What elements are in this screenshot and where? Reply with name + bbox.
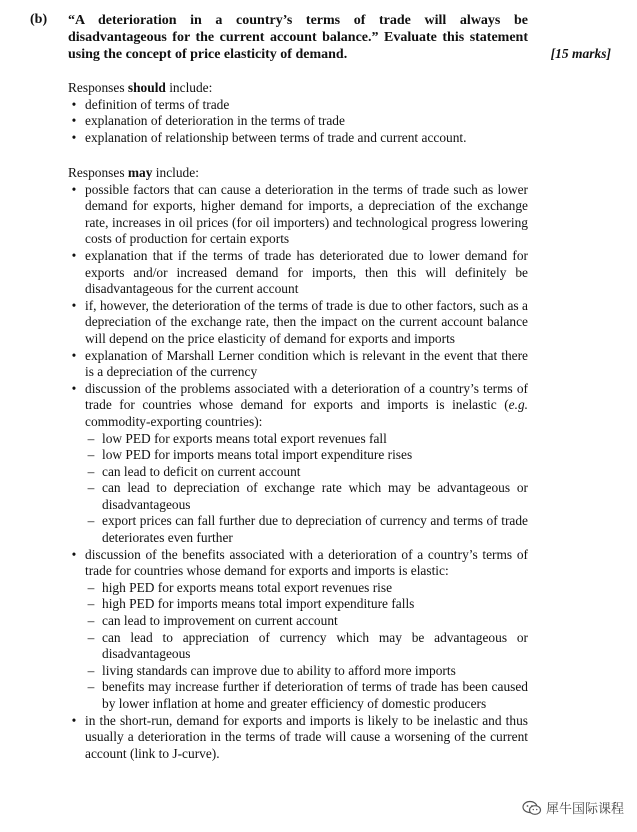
should-intro: Responses should include: <box>68 80 213 95</box>
sub-list-item: – can lead to improvement on current account <box>85 613 528 630</box>
dash-icon: – <box>87 679 95 695</box>
should-list <box>68 97 528 147</box>
bullet-icon: • <box>71 297 77 313</box>
may-include-section <box>68 165 528 762</box>
list-item: • explanation of deterioration in the terms of trade <box>68 113 528 130</box>
dash-icon: – <box>87 430 95 446</box>
bullet-icon: • <box>71 247 77 263</box>
benefits-item: • discussion of the benefits associated with a deterioration of a country’s terms of trade for countries whose demand for exports and imports is elastic: – high PED for exports means total export revenues rise – high PED for imports means total import expenditure falls – can lead to improvement on current account – can lead to appreciation of currency which may be advantageous or disadvantageous – living standards can improve due to ability to afford more imports – benefits may increase further if deterioration of terms of trade has been caused by lower inflation at home and greater efficiency of domestic producers <box>68 547 528 713</box>
dash-icon: – <box>87 480 95 496</box>
dash-icon: – <box>87 463 95 479</box>
bullet-icon: • <box>71 129 77 145</box>
dash-icon: – <box>87 613 95 629</box>
watermark <box>519 797 627 818</box>
sub-list-item: – high PED for exports means total export revenues rise <box>85 580 528 597</box>
list-item: • possible factors that can cause a deterioration in the terms of trade such as lower demand for exports, higher demand for imports, a depreciation of the exchange rate, increases in oil prices (for oil importers) and technological progress lowering costs of production for certain exports <box>68 182 528 248</box>
list-item: • explanation that if the terms of trade has deteriorated due to lower demand for exports and/or increased demand for imports, then this will definitely be disadvantageous for the current account <box>68 248 528 298</box>
sub-list-item: – benefits may increase further if deterioration of terms of trade has been caused by lower inflation at home and greater efficiency of domestic producers <box>85 679 528 712</box>
list-item: • explanation of Marshall Lerner condition which is relevant in the event that there is a depreciation of the currency <box>68 348 528 381</box>
dash-icon: – <box>87 579 95 595</box>
sub-list-item: – can lead to depreciation of exchange rate which may be advantageous or disadvantageous <box>85 480 528 513</box>
list-item: • definition of terms of trade <box>68 97 528 114</box>
sub-list-item: – can lead to appreciation of currency which may be advantageous or disadvantageous <box>85 630 528 663</box>
marks-label: [15 marks] <box>550 46 611 61</box>
sub-list-item: – export prices can fall further due to depreciation of currency and terms of trade deteriorates even further <box>85 513 528 546</box>
question-text: “A deterioration in a country’s terms of trade will always be disadvantageous for the current account balance.” Evaluate this statement using the concept of price elasticity of demand. <box>68 13 528 62</box>
bullet-icon: • <box>71 113 77 129</box>
may-list <box>68 182 528 763</box>
sub-list-item: – can lead to deficit on current account <box>85 464 528 481</box>
sub-list-item: – high PED for imports means total import expenditure falls <box>85 596 528 613</box>
watermark-text: 犀牛国际课程 <box>545 802 624 817</box>
dash-icon: – <box>87 662 95 678</box>
question-label: (b) <box>30 12 48 27</box>
bullet-icon: • <box>71 96 77 112</box>
dash-icon: – <box>87 629 95 645</box>
bullet-icon: • <box>71 347 77 363</box>
benefits-sublist <box>85 580 528 713</box>
should-include-section <box>68 80 528 146</box>
bullet-icon: • <box>71 546 77 562</box>
list-item: • explanation of relationship between terms of trade and current account. <box>68 130 528 147</box>
dash-icon: – <box>87 447 95 463</box>
list-item: • in the short-run, demand for exports and imports is likely to be inelastic and thus usually a deterioration in the terms of trade will cause a worsening of the current account (link to J-curve). <box>68 713 528 763</box>
bullet-icon: • <box>71 712 77 728</box>
sub-list-item: – living standards can improve due to ability to afford more imports <box>85 663 528 680</box>
sub-list-item: – low PED for imports means total import expenditure rises <box>85 447 528 464</box>
bullet-icon: • <box>71 181 77 197</box>
bullet-icon: • <box>71 380 77 396</box>
wechat-icon <box>522 800 542 816</box>
dash-icon: – <box>87 596 95 612</box>
dash-icon: – <box>87 513 95 529</box>
sub-list-item: – low PED for exports means total export revenues fall <box>85 431 528 448</box>
problems-sublist <box>85 431 528 547</box>
may-intro: Responses may include: <box>68 165 199 180</box>
list-item: • if, however, the deterioration of the terms of trade is due to other factors, such as a depreciation of the exchange rate, then the impact on the current account balance will depend on the price elasticity of demand for exports and imports <box>68 298 528 348</box>
problems-item: • discussion of the problems associated with a deterioration of a country’s terms of trade for countries whose demand for exports and imports is inelastic (e.g. commodity-exporting countries): – low PED for exports means total export revenues fall – low PED for imports means total import expenditure rises – can lead to deficit on current account – can lead to depreciation of exchange rate which may be advantageous or disadvantageous – export prices can fall further due to depreciation of currency and terms of trade deteriorates even further <box>68 381 528 547</box>
